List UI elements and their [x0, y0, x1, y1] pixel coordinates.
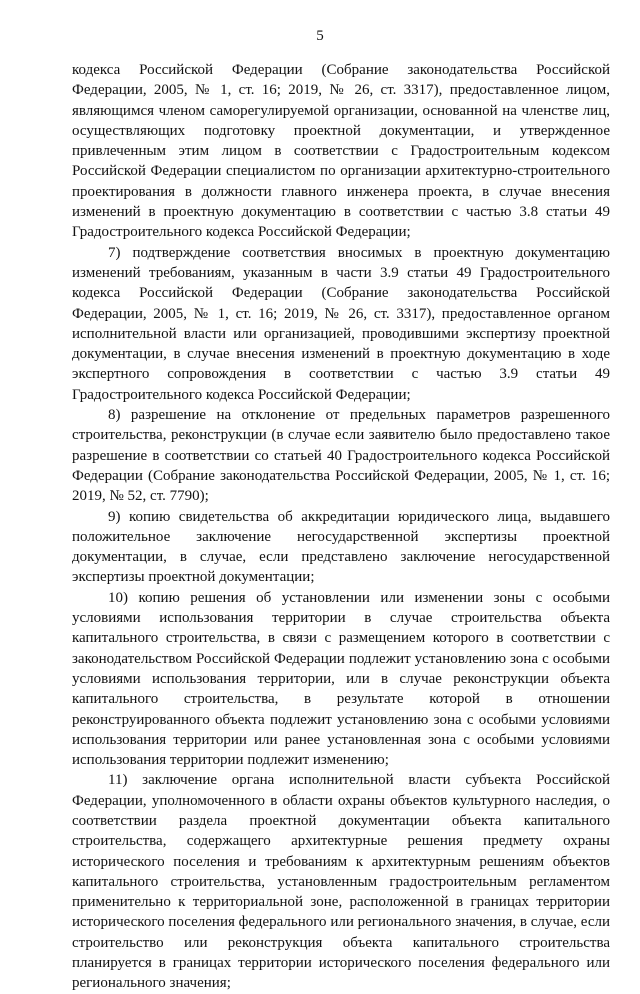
- paragraph-item-10: 10) копию решения об установлении или изменении зоны с особыми условиями использования территории в случае строительства объекта капитального строительства, в связи с размещением которого в соответствии с законодательством Российской Федерации подлежит установлению зона с особыми условиями использования территории, или в случае реконструкции объекта капитального строительства, в результате которой в отношении реконструированного объекта подлежит установлению зона с особыми условиями использования территории или ранее установленная зона с особыми условиями использования территории подлежит изменению;: [72, 589, 610, 769]
- paragraph-item-11: 11) заключение органа исполнительной власти субъекта Российской Федерации, уполномоченного в области охраны объектов культурного наследия, о соответствии раздела проектной документации объекта капитального строительства, содержащего архитектурные решения предмету охраны исторического поселения и требованиям к архитектурным решениям объектов капитального строительства, установленным градостроительным регламентом применительно к территориальной зоне, расположенной в границах территории исторического поселения федерального или регионального значения, в случае, если строительство или реконструкция объекта капитального строительства планируется в границах территории исторического поселения федерального или регионального значения;: [72, 772, 610, 992]
- page-number: 5: [316, 28, 324, 44]
- document-body: [72, 60, 610, 994]
- paragraph-continuation: кодекса Российской Федерации (Собрание законодательства Российской Федерации, 2005, № 1, ст. 16; 2019, № 26, ст. 3317), предоставленное лицом, являющимся членом саморегулируемой организации, основанной на членстве лиц, осуществляющих подготовку проектной документации, и утвержденное привлеченным этим лицом в соответствии с Градостроительным кодексом Российской Федерации специалистом по организации архитектурно-строительного проектирования в должности главного инженера проекта, в случае внесения изменений в проектную документацию в соответствии с частью 3.8 статьи 49 Градостроительного кодекса Российской Федерации;: [72, 62, 610, 241]
- paragraph-item-7: 7) подтверждение соответствия вносимых в проектную документацию изменений требованиям, указанным в части 3.9 статьи 49 Градостроительного кодекса Российской Федерации (Собрание законодательства Российской Федерации, 2005, № 1, ст. 16; 2019, № 26, ст. 3317), предоставленное органом исполнительной власти или организацией, проводившими экспертизу проектной документации, в случае внесения изменений в проектную документацию в ходе экспертного сопровождения в соответствии с частью 3.9 статьи 49 Градостроительного кодекса Российской Федерации;: [72, 244, 610, 403]
- paragraph-item-8: 8) разрешение на отклонение от предельных параметров разрешенного строительства, реконструкции (в случае если заявителю было предоставлено такое разрешение в соответствии со статьей 40 Градостроительного кодекса Российской Федерации (Собрание законодательства Российской Федерации, 2005, № 1, ст. 16; 2019, № 52, ст. 7790);: [72, 407, 610, 505]
- paragraph-item-9: 9) копию свидетельства об аккредитации юридического лица, выдавшего положительное заключение негосударственной экспертизы проектной документации, в случае, если представлено заключение негосударственной экспертизы проектной документации;: [72, 508, 610, 586]
